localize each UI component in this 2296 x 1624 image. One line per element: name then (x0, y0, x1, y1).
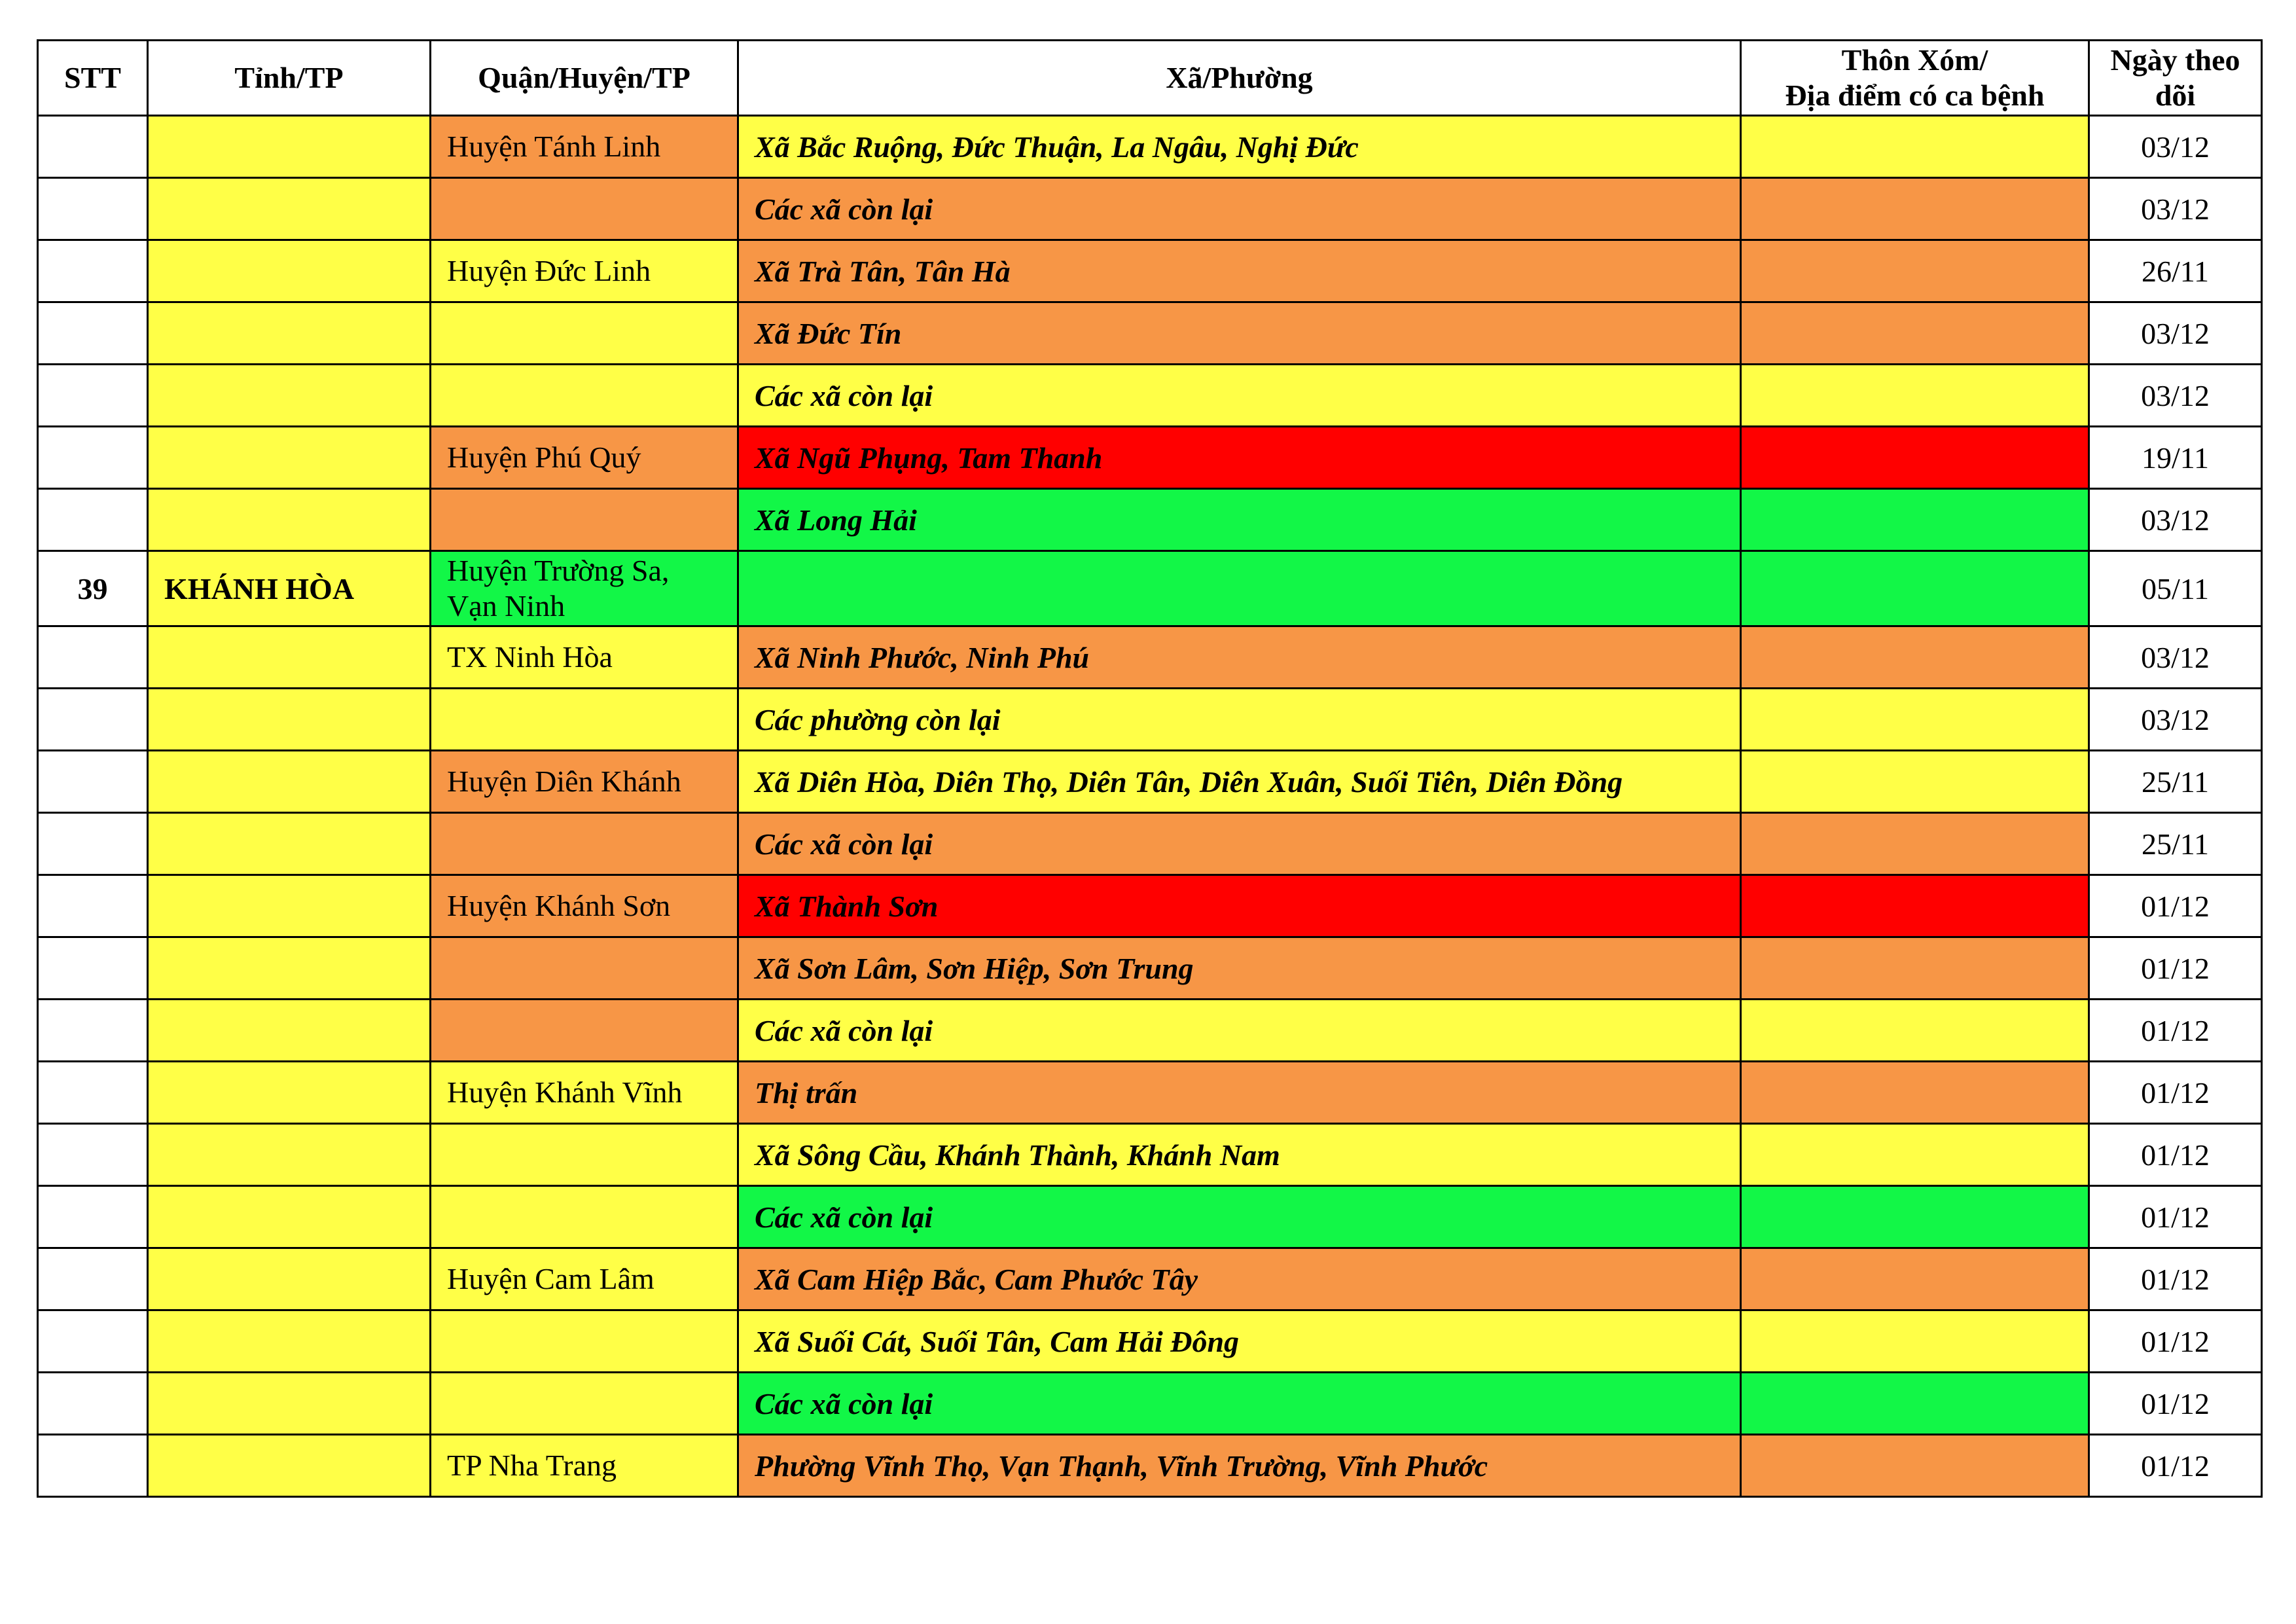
province-cell (148, 178, 431, 240)
table-row (38, 1062, 2262, 1124)
header-date (2089, 41, 2262, 116)
district-cell (431, 302, 738, 365)
stt-cell (38, 751, 148, 813)
commune-cell: Các phường còn lại (738, 689, 1741, 751)
province-cell (148, 116, 431, 178)
commune-cell: Các xã còn lại (738, 178, 1741, 240)
table-row (38, 1435, 2262, 1497)
table-row (38, 1310, 2262, 1373)
province-cell (148, 1373, 431, 1435)
province-cell (148, 689, 431, 751)
table-row (38, 240, 2262, 302)
date-cell: 01/12 (2089, 1310, 2262, 1373)
district-cell: Huyện Diên Khánh (431, 751, 738, 813)
commune-cell: Xã Bắc Ruộng, Đức Thuận, La Ngâu, Nghị Đức (738, 116, 1741, 178)
date-cell: 01/12 (2089, 1124, 2262, 1186)
commune-cell: Các xã còn lại (738, 365, 1741, 427)
date-cell: 03/12 (2089, 489, 2262, 551)
district-cell (431, 813, 738, 875)
province-cell (148, 1310, 431, 1373)
stt-cell (38, 178, 148, 240)
date-cell: 03/12 (2089, 178, 2262, 240)
commune-cell: Xã Cam Hiệp Bắc, Cam Phước Tây (738, 1248, 1741, 1310)
hamlet-cell (1741, 937, 2089, 1000)
district-cell (431, 489, 738, 551)
stt-cell (38, 1310, 148, 1373)
district-cell (431, 1124, 738, 1186)
commune-cell: Xã Sông Cầu, Khánh Thành, Khánh Nam (738, 1124, 1741, 1186)
stt-cell (38, 489, 148, 551)
province-cell (148, 1435, 431, 1497)
header-date-line2: dõi (2155, 79, 2196, 112)
province-cell (148, 1248, 431, 1310)
commune-cell: Xã Trà Tân, Tân Hà (738, 240, 1741, 302)
stt-cell (38, 1435, 148, 1497)
province-cell (148, 427, 431, 489)
hamlet-cell (1741, 1373, 2089, 1435)
province-cell (148, 1186, 431, 1248)
district-cell: Huyện Phú Quý (431, 427, 738, 489)
stt-cell (38, 302, 148, 365)
province-cell (148, 626, 431, 689)
date-cell: 26/11 (2089, 240, 2262, 302)
hamlet-cell (1741, 1310, 2089, 1373)
hamlet-cell (1741, 751, 2089, 813)
province-cell (148, 813, 431, 875)
date-cell: 25/11 (2089, 751, 2262, 813)
district-cell (431, 689, 738, 751)
commune-cell: Các xã còn lại (738, 813, 1741, 875)
hamlet-cell (1741, 302, 2089, 365)
stt-cell (38, 116, 148, 178)
header-commune: Xã/Phường (738, 41, 1741, 116)
province-cell: KHÁNH HÒA (148, 551, 431, 626)
date-cell: 03/12 (2089, 689, 2262, 751)
table-row (38, 302, 2262, 365)
table-row (38, 427, 2262, 489)
district-cell: Huyện Khánh Vĩnh (431, 1062, 738, 1124)
table-row (38, 689, 2262, 751)
header-row (38, 41, 2262, 116)
commune-cell: Phường Vĩnh Thọ, Vạn Thạnh, Vĩnh Trường, Vĩnh Phước (738, 1435, 1741, 1497)
date-cell: 01/12 (2089, 875, 2262, 937)
province-cell (148, 1000, 431, 1062)
hamlet-cell (1741, 178, 2089, 240)
stt-cell (38, 689, 148, 751)
stt-cell (38, 365, 148, 427)
stt-cell (38, 1062, 148, 1124)
province-cell (148, 365, 431, 427)
commune-cell: Xã Sơn Lâm, Sơn Hiệp, Sơn Trung (738, 937, 1741, 1000)
header-province: Tỉnh/TP (148, 41, 431, 116)
commune-cell: Thị trấn (738, 1062, 1741, 1124)
date-cell: 05/11 (2089, 551, 2262, 626)
district-cell: Huyện Trường Sa, Vạn Ninh (431, 551, 738, 626)
province-cell (148, 489, 431, 551)
table-row (38, 751, 2262, 813)
district-cell: Huyện Tánh Linh (431, 116, 738, 178)
table-row (38, 178, 2262, 240)
commune-cell: Xã Thành Sơn (738, 875, 1741, 937)
table-row (38, 365, 2262, 427)
province-cell (148, 302, 431, 365)
table-row (38, 1124, 2262, 1186)
stt-cell (38, 1124, 148, 1186)
hamlet-cell (1741, 1000, 2089, 1062)
table-row (38, 1373, 2262, 1435)
table-row (38, 937, 2262, 1000)
table-body (38, 116, 2262, 1497)
date-cell: 01/12 (2089, 1248, 2262, 1310)
table-row (38, 551, 2262, 626)
date-cell: 03/12 (2089, 626, 2262, 689)
district-cell (431, 1000, 738, 1062)
table-row (38, 489, 2262, 551)
district-cell (431, 937, 738, 1000)
commune-cell: Các xã còn lại (738, 1373, 1741, 1435)
stt-cell (38, 813, 148, 875)
table-row (38, 1186, 2262, 1248)
hamlet-cell (1741, 116, 2089, 178)
commune-cell: Xã Long Hải (738, 489, 1741, 551)
header-hamlet-line1: Thôn Xóm/ (1841, 43, 1988, 77)
stt-cell (38, 1000, 148, 1062)
hamlet-cell (1741, 1062, 2089, 1124)
district-cell (431, 1373, 738, 1435)
hamlet-cell (1741, 1124, 2089, 1186)
stt-cell (38, 937, 148, 1000)
province-cell (148, 751, 431, 813)
district-cell (431, 1310, 738, 1373)
district-cell (431, 1186, 738, 1248)
hamlet-cell (1741, 427, 2089, 489)
district-cell (431, 365, 738, 427)
hamlet-cell (1741, 1186, 2089, 1248)
district-cell: TP Nha Trang (431, 1435, 738, 1497)
province-cell (148, 1062, 431, 1124)
table-row (38, 875, 2262, 937)
table-row (38, 1248, 2262, 1310)
table-row (38, 116, 2262, 178)
stt-cell (38, 1248, 148, 1310)
table-row (38, 626, 2262, 689)
date-cell: 01/12 (2089, 1435, 2262, 1497)
header-hamlet (1741, 41, 2089, 116)
province-cell (148, 1124, 431, 1186)
date-cell: 03/12 (2089, 116, 2262, 178)
commune-cell: Các xã còn lại (738, 1186, 1741, 1248)
hamlet-cell (1741, 365, 2089, 427)
header-date-line1: Ngày theo (2110, 43, 2240, 77)
stt-cell (38, 1373, 148, 1435)
hamlet-cell (1741, 1248, 2089, 1310)
date-cell: 01/12 (2089, 1000, 2262, 1062)
stt-cell (38, 427, 148, 489)
hamlet-cell (1741, 240, 2089, 302)
commune-cell: Xã Đức Tín (738, 302, 1741, 365)
risk-level-table (37, 39, 2263, 1498)
date-cell: 01/12 (2089, 1062, 2262, 1124)
commune-cell: Xã Diên Hòa, Diên Thọ, Diên Tân, Diên Xuân, Suối Tiên, Diên Đồng (738, 751, 1741, 813)
date-cell: 03/12 (2089, 365, 2262, 427)
hamlet-cell (1741, 689, 2089, 751)
hamlet-cell (1741, 551, 2089, 626)
district-cell: Huyện Khánh Sơn (431, 875, 738, 937)
commune-cell: Xã Suối Cát, Suối Tân, Cam Hải Đông (738, 1310, 1741, 1373)
date-cell: 03/12 (2089, 302, 2262, 365)
date-cell: 01/12 (2089, 937, 2262, 1000)
stt-cell (38, 875, 148, 937)
commune-cell: Xã Ngũ Phụng, Tam Thanh (738, 427, 1741, 489)
table-row (38, 813, 2262, 875)
province-cell (148, 937, 431, 1000)
date-cell: 25/11 (2089, 813, 2262, 875)
hamlet-cell (1741, 626, 2089, 689)
date-cell: 01/12 (2089, 1373, 2262, 1435)
hamlet-cell (1741, 489, 2089, 551)
province-cell (148, 240, 431, 302)
header-stt: STT (38, 41, 148, 116)
district-cell: TX Ninh Hòa (431, 626, 738, 689)
date-cell: 01/12 (2089, 1186, 2262, 1248)
date-cell: 19/11 (2089, 427, 2262, 489)
commune-cell: Các xã còn lại (738, 1000, 1741, 1062)
district-cell (431, 178, 738, 240)
header-hamlet-line2: Địa điểm có ca bệnh (1785, 79, 2045, 112)
stt-cell (38, 1186, 148, 1248)
commune-cell: Xã Ninh Phước, Ninh Phú (738, 626, 1741, 689)
hamlet-cell (1741, 875, 2089, 937)
hamlet-cell (1741, 813, 2089, 875)
district-cell: Huyện Đức Linh (431, 240, 738, 302)
stt-cell (38, 240, 148, 302)
header-district: Quận/Huyện/TP (431, 41, 738, 116)
hamlet-cell (1741, 1435, 2089, 1497)
stt-cell: 39 (38, 551, 148, 626)
district-cell: Huyện Cam Lâm (431, 1248, 738, 1310)
province-cell (148, 875, 431, 937)
stt-cell (38, 626, 148, 689)
table-row (38, 1000, 2262, 1062)
commune-cell (738, 551, 1741, 626)
